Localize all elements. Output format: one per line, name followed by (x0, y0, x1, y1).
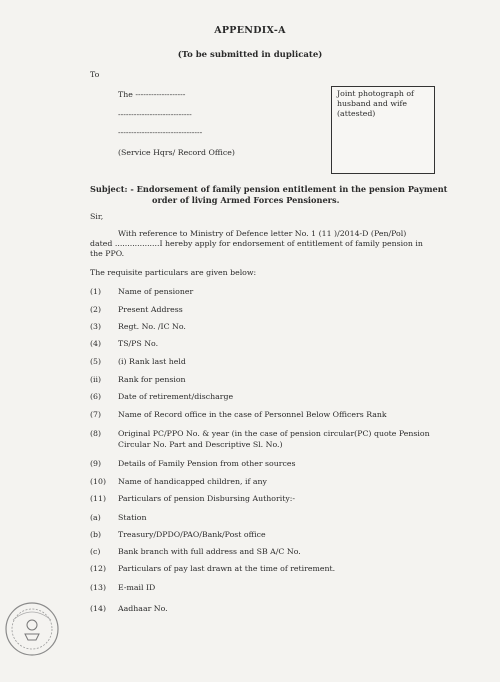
item-number: (13) (90, 583, 107, 592)
item-text: Particulars of pension Disbursing Authority:- (118, 494, 296, 503)
item-number: (14) (90, 604, 107, 613)
body-line-3: the PPO. (90, 249, 125, 258)
item-text: (i) Rank last held (118, 357, 186, 366)
item-text: Date of retirement/discharge (118, 392, 234, 401)
item-text: Treasury/DPDO/PAO/Bank/Post office (118, 530, 266, 539)
item-number: (3) (90, 322, 102, 331)
photo-box (331, 86, 435, 174)
address-line-2: ---------------------------- (118, 110, 192, 119)
body-line-2: dated ..................I hereby apply for endorsement of entitlement of family pension in (90, 239, 423, 248)
item-text: Particulars of pay last drawn at the time of retirement. (118, 564, 336, 573)
item-text: E-mail ID (118, 583, 156, 592)
address-line-1: The ------------------- (118, 90, 186, 99)
item-text: Regt. No. /IC No. (118, 322, 186, 331)
particulars-intro: The requisite particulars are given below: (90, 268, 257, 277)
item-number: (4) (90, 339, 102, 348)
item-text: Aadhaar No. (118, 604, 168, 613)
body-paragraph (90, 229, 440, 259)
item-number: (12) (90, 564, 107, 573)
body-line-1: With reference to Ministry of Defence letter No. 1 (11 )/2014-D (Pen/Pol) (118, 229, 407, 238)
item-text: TS/PS No. (118, 339, 159, 348)
address-line-4: (Service Hqrs/ Record Office) (118, 148, 235, 157)
address-to: To (90, 70, 100, 79)
item-number: (a) (90, 513, 101, 522)
salutation: Sir, (90, 212, 104, 221)
item-number: (1) (90, 287, 102, 296)
item-number: (7) (90, 410, 102, 419)
item-text: Name of pensioner (118, 287, 194, 296)
address-line-3: -------------------------------- (118, 128, 203, 137)
item-text: Present Address (118, 305, 183, 314)
item-text: Details of Family Pension from other sources (118, 459, 296, 468)
official-seal-stamp (3, 600, 61, 658)
item-text: Bank branch with full address and SB A/C No. (118, 547, 301, 556)
item-number: (b) (90, 530, 102, 539)
item-number: (5) (90, 357, 102, 366)
subject (90, 184, 450, 206)
item-number: (c) (90, 547, 101, 556)
item-text: Name of handicapped children, if any (118, 477, 267, 486)
subject-line-2: order of living Armed Forces Pensioners. (152, 195, 340, 205)
subject-line-1: Subject: - Endorsement of family pension entitlement in the pension Payment (90, 184, 448, 194)
item-number: (ii) (90, 375, 102, 384)
item-number: (8) (90, 429, 102, 438)
item-text: Station (118, 513, 147, 522)
item-number: (10) (90, 477, 107, 486)
item-number: (11) (90, 494, 107, 503)
page-title: APPENDIX-A (214, 25, 286, 36)
item-number: (2) (90, 305, 102, 314)
page-subtitle: (To be submitted in duplicate) (177, 50, 323, 60)
item-text: Name of Record office in the case of Personnel Below Officers Rank (118, 410, 387, 419)
item-text: Rank for pension (118, 375, 186, 384)
item-text: Original PC/PPO No. & year (in the case of pension circular(PC) quote Pension Circular No. Part and Descriptive Sl. No.) (118, 429, 430, 449)
photo-box-label: Joint photograph of husband and wife (attested) (337, 89, 414, 118)
item-number: (6) (90, 392, 102, 401)
item-number: (9) (90, 459, 102, 468)
